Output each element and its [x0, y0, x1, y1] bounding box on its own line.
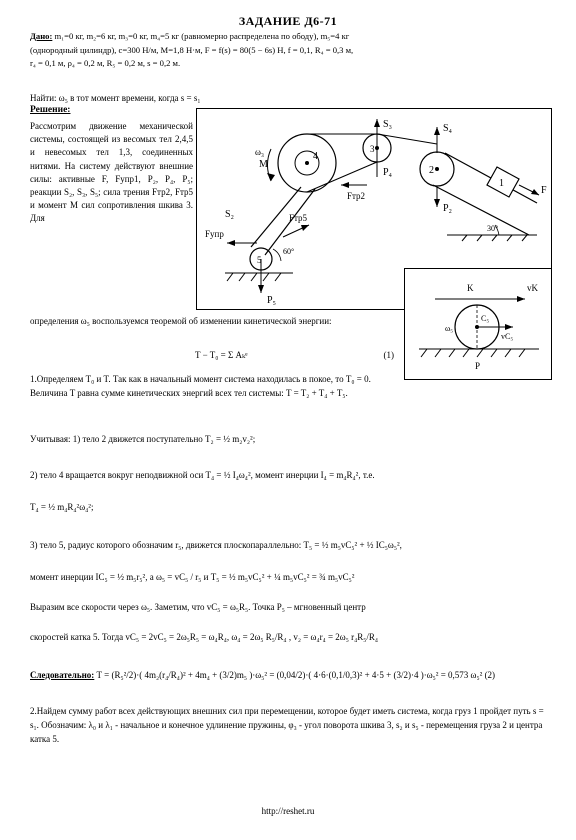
inset-label-k: K — [467, 283, 474, 293]
given-line-3: r₄ = 0,1 м, ρ₄ = 0,2 м, R₅ = 0,2 м, s = 0,2 м. — [30, 58, 181, 68]
page-title: ЗАДАНИЕ Д6-71 — [238, 14, 338, 28]
label-n4: 4 — [313, 151, 318, 162]
step-6: Выразим все скорости через ω₅. Заметим, что vC₅ = ω₅R₅. Точка P₅ – мгновенный центр — [30, 602, 366, 612]
label-p4: P₄ — [383, 167, 393, 178]
equation-1-number: (1) — [383, 350, 394, 360]
roller-inset-diagram — [405, 269, 551, 379]
label-m: M — [259, 159, 268, 170]
equation-1-text: T − T₀ = Σ Aₖᵉ — [195, 350, 248, 360]
given-line-1: m₁=0 кг, m₂=6 кг, m₃=0 кг, m₄=5 кг (равномерно распределена по ободу), m₅=4 кг — [54, 31, 350, 41]
summary-equation: T = (R₅²/2)·( 4m₂(r₄/R₄)² + 4m₄ + (3/2)m₅ )·ω₅² = (0,04/2)·( 4·6·(0,1/0,3)² + 4·5 + (3/2)·4 )·ω₅² = 0,573 ω₅² — [96, 670, 483, 680]
label-fupr: Fупр — [205, 229, 224, 239]
label-s3: S₃ — [383, 119, 393, 130]
roller-inset-figure — [404, 268, 552, 380]
inset-label-omega5: ω₅ — [445, 324, 454, 333]
inset-label-p: P — [475, 361, 481, 371]
step-9: 2.Найдем сумму работ всех действующих внешних сил при перемещении, которое будет иметь система, когда груз 1 пройдет путь s = s₁. Обозначим: λ₀ и λ₁ - начальное и конечное удлинение пружины, φ₃ - угол поворота шкива 3, s₂ и s₅ - перемещения груза 2 и центра катка 5. — [30, 706, 544, 744]
step-2: Учитывая: 1) тело 2 движется поступательно T₂ = ½ m₂v₂²; — [30, 434, 256, 444]
intro-continued: определения ω₅ воспользуемся теоремой об изменении кинетической энергии: — [30, 316, 332, 326]
summary-label: Следовательно: — [30, 670, 95, 680]
step-4: 3) тело 5, радиус которого обозначим r₅, движется плоскопараллельно: T₅ = ½ m₅vC₅² + ½ IC₅ω₅², — [30, 540, 402, 550]
given-block — [30, 30, 550, 71]
label-n1: 1 — [499, 178, 504, 189]
label-n2: 2 — [429, 165, 434, 176]
step-3: 2) тело 4 вращается вокруг неподвижной оси T₄ = ½ I₄ω₄², момент инерции I₄ = m₄R₄², т.е. — [30, 470, 375, 480]
step-7: скоростей катка 5. Тогда vC₅ = 2vC₅ = 2ω₅R₅ = ω₄R₄, ω₄ = 2ω₅ R₅/R₄ , v₂ = ω₄r₄ = 2ω₅ r₄R₅/R₄ — [30, 632, 379, 642]
inset-label-vc5: vC₅ — [501, 332, 514, 341]
equation-1 — [30, 350, 400, 361]
label-p5: P₅ — [267, 295, 277, 306]
given-label: Дано: — [30, 31, 53, 41]
label-omega3: ω₃ — [255, 147, 265, 157]
footer-url[interactable]: http://reshet.ru — [261, 806, 315, 816]
label-f: F — [541, 185, 547, 196]
summary-equation-number: (2) — [484, 670, 496, 680]
step-5: момент инерции IC₅ = ½ m₅r₅², a ω₅ = vC₅ / r₅ и T₅ = ½ m₅vC₅² + ¼ m₅vC₅² = ¾ m₅vC₅² — [30, 572, 355, 582]
label-n3: 3 — [370, 144, 375, 154]
summary-line — [30, 668, 560, 682]
label-30deg: 30° — [487, 224, 499, 233]
label-p2: P₂ — [443, 203, 453, 214]
intro-paragraph: Рассмотрим движение механической системы, состоящей из весомых тел 2,4,5 и невесомых тел 1,3, соединенных нитями. На систему действуют внешние силы: активные F, Fупр1, P₂, P₄, P₅; реакции S₂, S₃, S₅; сила трения Fтр2, Fтр5 и момент M сил сопротивления шкива 3. Для — [30, 121, 193, 224]
given-line-2: (однородный цилиндр), c=300 Н/м, M=1,8 Н·м, F = f(s) = 80(5 − 6s) Н, f = 0,1, R₄ = 0,3 м, — [30, 44, 354, 55]
label-60deg: 60° — [283, 247, 295, 256]
step-3b: T₄ = ½ m₄R₄²ω₄²; — [30, 502, 94, 512]
label-ftr2: Fтр2 — [347, 191, 366, 201]
inset-label-c5: C₅ — [481, 314, 490, 323]
label-s4: S₄ — [443, 123, 453, 134]
step-1: 1.Определяем T₀ и T. Так как в начальный момент система находилась в покое, то T₀ = 0. Величина T равна сумме кинетических энергий всех тел системы: T = T₂ + T₄ + T₅. — [30, 374, 371, 398]
label-n5: 5 — [257, 255, 262, 265]
label-ftr5: Fтр5 — [289, 213, 308, 223]
solution-heading: Решение: — [30, 105, 71, 115]
label-s2: S₂ — [225, 209, 235, 220]
find-line: Найти: ω₅ в тот момент времени, когда s = s₁ — [30, 93, 201, 103]
inset-label-vk: vK — [527, 283, 538, 293]
